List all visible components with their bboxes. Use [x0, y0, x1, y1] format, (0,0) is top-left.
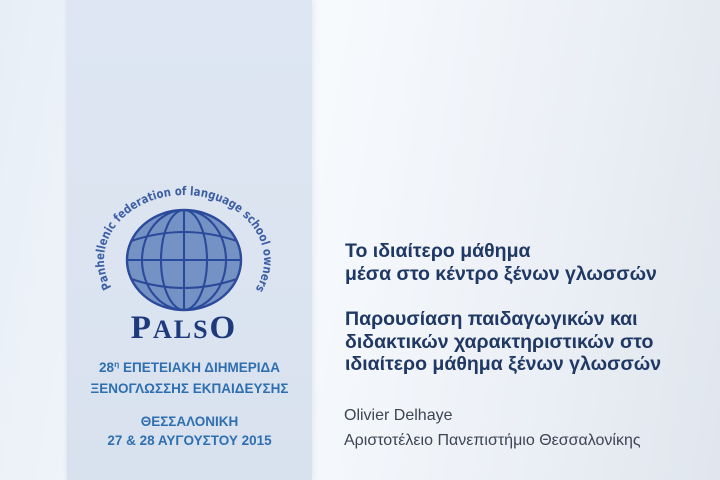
- event-number: 28: [99, 360, 115, 375]
- title-line-1: Το ιδιαίτερο μάθημα: [345, 240, 531, 262]
- wordmark-letters: ALS: [152, 315, 210, 344]
- event-title: [67, 358, 312, 398]
- palso-logo: [84, 160, 284, 360]
- event-title-line1: [67, 358, 312, 379]
- event-ordinal-suffix: η: [114, 359, 120, 369]
- event-title-rest: ΕΠΕΤΕΙΑΚΗ ΔΙΗΜΕΡΙΔΑ: [119, 360, 280, 375]
- event-title-line2: ΞΕΝΟΓΛΩΣΣΗΣ ΕΚΠΑΙΔΕΥΣΗΣ: [90, 381, 289, 396]
- title-line-2: μέσα στο κέντρο ξένων γλωσσών: [345, 262, 657, 285]
- author-info: [344, 403, 641, 453]
- author-affiliation: Αριστοτέλειο Πανεπιστήμιο Θεσσαλονίκης: [344, 432, 641, 449]
- logo-ring-text: Panhellenic federation of language school owners: [92, 183, 276, 296]
- author-name: Olivier Delhaye: [344, 407, 453, 424]
- event-dates: 27 & 28 ΑΥΓΟΥΣΤΟΥ 2015: [107, 433, 272, 448]
- wordmark-letter: O: [209, 310, 238, 346]
- event-venue: [67, 412, 312, 450]
- event-info: [67, 358, 312, 450]
- event-location: ΘΕΣΣΑΛΟΝΙΚΗ: [140, 414, 239, 429]
- subtitle-line-3: ιδιαίτερο μάθημα ξένων γλωσσών: [345, 353, 662, 375]
- wordmark-letter: P: [130, 310, 153, 346]
- left-panel: [67, 0, 312, 480]
- slide-subtitle: [345, 308, 661, 376]
- subtitle-line-2: διδακτικών χαρακτηριστικών στο: [345, 330, 654, 353]
- subtitle-line-1: Παρουσίαση παιδαγωγικών και: [345, 308, 638, 330]
- palso-wordmark: [131, 310, 237, 346]
- slide-title-block: [345, 240, 661, 376]
